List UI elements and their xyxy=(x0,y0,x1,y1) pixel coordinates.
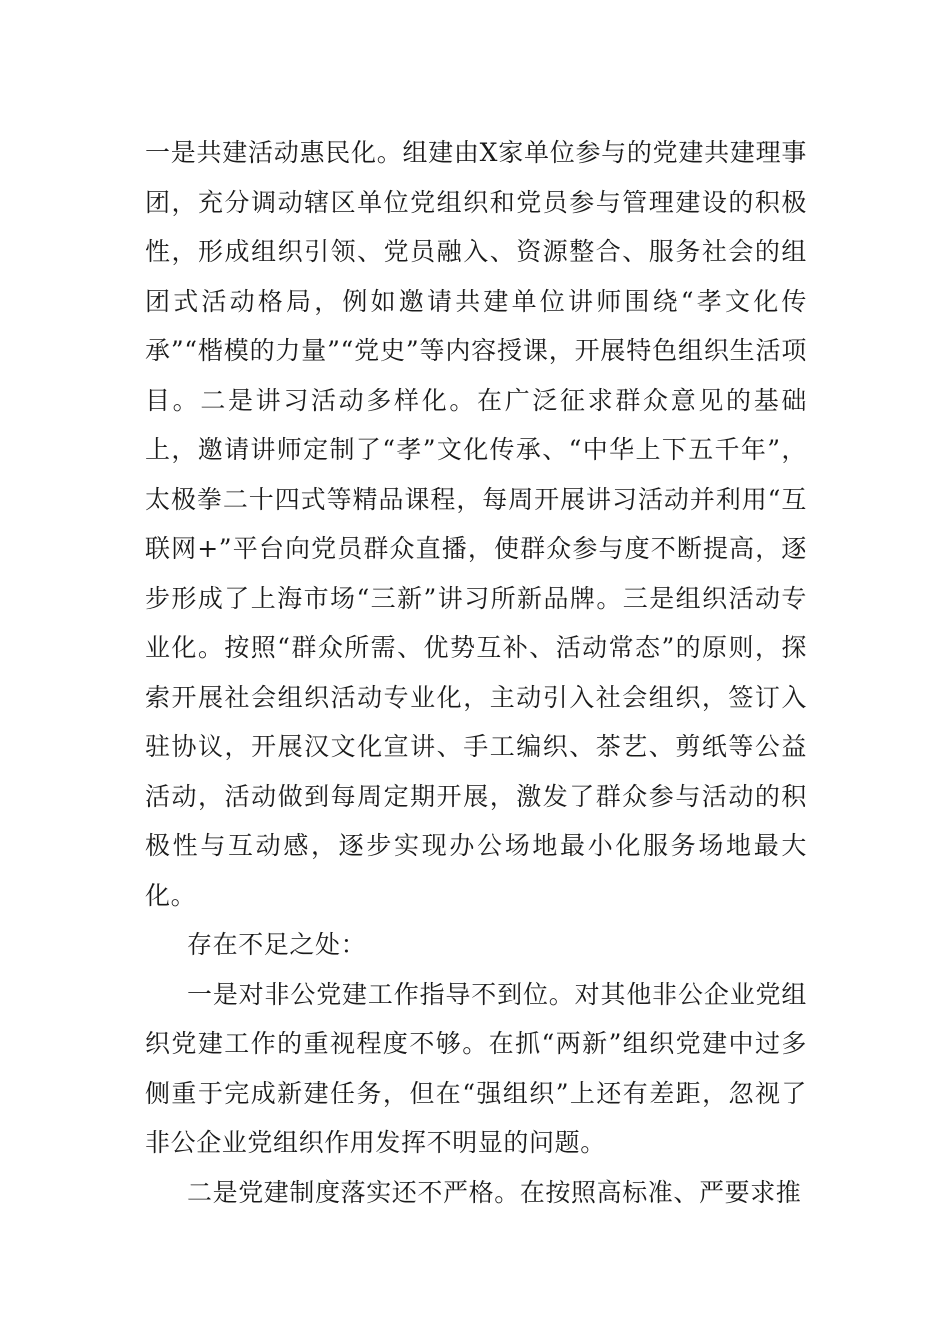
paragraph-shortcoming-two: 二是党建制度落实还不严格。在按照高标准、严要求推 xyxy=(187,1177,802,1207)
document-body xyxy=(145,128,807,1217)
paragraph-shortcomings-heading: 存在不足之处： xyxy=(187,930,367,959)
paragraph-shortcoming-one: 一是对非公党建工作指导不到位。对其他非公企业党组织党建工作的重视程度不够。在抓“两新”组织党建中过多侧重于完成新建任务，但在“强组织”上还有差距，忽视了非公企业党组织作用发挥不明显的问题。 xyxy=(145,979,807,1157)
paragraph-achievements: 一是共建活动惠民化。组建由X家单位参与的党建共建理事团，充分调动辖区单位党组织和党员参与管理建设的积极性，形成组织引领、党员融入、资源整合、服务社会的组团式活动格局，例如邀请共建单位讲师围绕“孝文化传承”“楷模的力量”“党史”等内容授课，开展特色组织生活项目。二是讲习活动多样化。在广泛征求群众意见的基础上，邀请讲师定制了“孝”文化传承、“中华上下五千年”，太极拳二十四式等精品课程，每周开展讲习活动并利用“互联网+”平台向党员群众直播，使群众参与度不断提高，逐步形成了上海市场“三新”讲习所新品牌。三是组织活动专业化。按照“群众所需、优势互补、活动常态”的原则，探索开展社会组织活动专业化，主动引入社会组织，签订入驻协议，开展汉文化宣讲、手工编织、茶艺、剪纸等公益活动，活动做到每周定期开展，激发了群众参与活动的积极性与互动感，逐步实现办公场地最小化服务场地最大化。 xyxy=(145,138,807,910)
